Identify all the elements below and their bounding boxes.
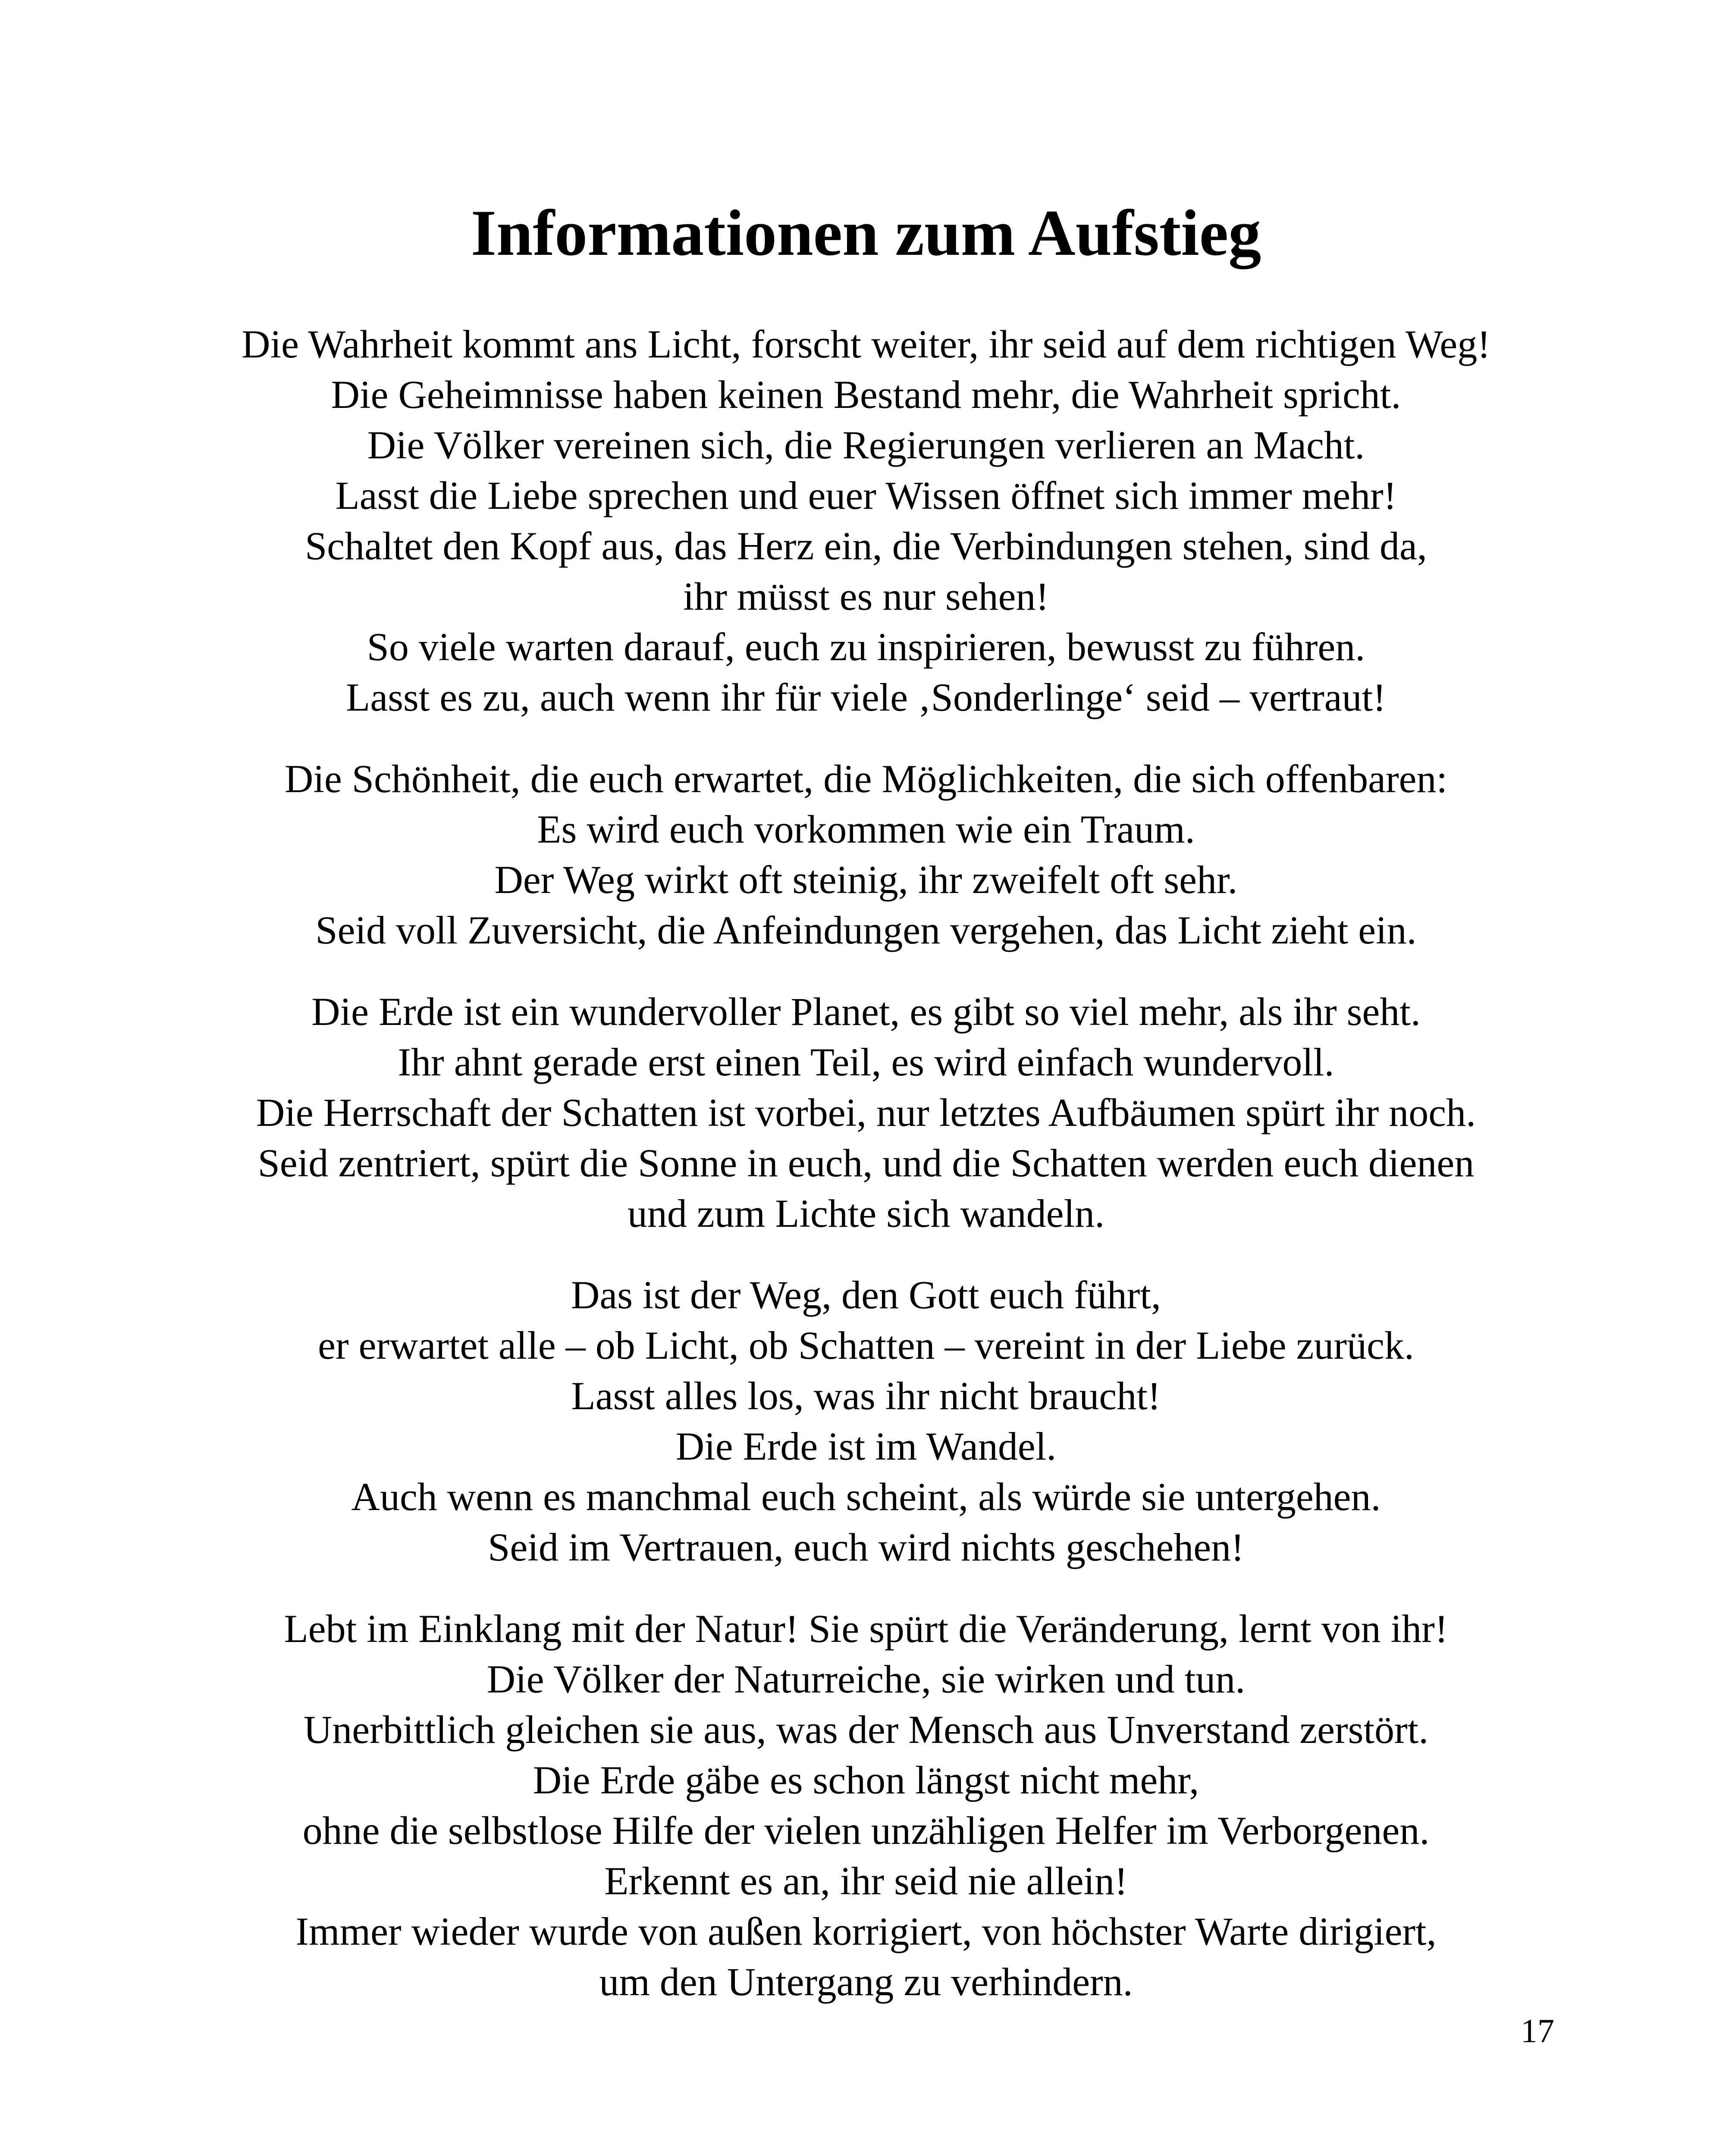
poem-line: Die Erde ist ein wundervoller Planet, es gibt so viel mehr, als ihr seht. [311,990,1421,1034]
poem-line: Lasst alles los, was ihr nicht braucht! [571,1374,1161,1418]
poem-line: Die Geheimnisse haben keinen Bestand mehr, die Wahrheit spricht. [331,373,1401,417]
poem-line: Die Herrschaft der Schatten ist vorbei, nur letztes Aufbäumen spürt ihr noch. [256,1091,1476,1134]
poem-body [0,319,1732,2038]
poem-line: Die Völker vereinen sich, die Regierungen verlieren an Macht. [367,423,1365,467]
poem-line: Seid im Vertrauen, euch wird nichts geschehen! [488,1525,1244,1569]
poem-line: Schaltet den Kopf aus, das Herz ein, die Verbindungen stehen, sind da, [305,524,1427,568]
poem-line: Die Schönheit, die euch erwartet, die Möglichkeiten, die sich offenbaren: [284,757,1448,801]
stanza [0,1604,1732,2007]
poem-line: Seid voll Zuversicht, die Anfeindungen vergehen, das Licht zieht ein. [315,908,1417,952]
poem-line: Die Völker der Naturreiche, sie wirken und tun. [486,1657,1246,1701]
poem-line: Immer wieder wurde von außen korrigiert, von höchster Warte dirigiert, [295,1909,1437,1953]
poem-line: Lasst die Liebe sprechen und euer Wissen öffnet sich immer mehr! [335,473,1397,517]
poem-line: Der Weg wirkt oft steinig, ihr zweifelt oft sehr. [494,858,1238,902]
poem-line: Auch wenn es manchmal euch scheint, als würde sie untergehen. [351,1475,1381,1519]
poem-line: Die Erde ist im Wandel. [675,1424,1057,1468]
page-number: 17 [1521,2012,1554,2049]
poem-line: So viele warten darauf, euch zu inspirieren, bewusst zu führen. [367,625,1365,669]
poem-line: Ihr ahnt gerade erst einen Teil, es wird einfach wundervoll. [398,1040,1334,1084]
stanza [0,987,1732,1239]
poem-line: Lasst es zu, auch wenn ihr für viele ‚Sonderlinge‘ seid – vertraut! [346,675,1386,719]
poem-line: Es wird euch vorkommen wie ein Traum. [537,807,1195,851]
stanza [0,1270,1732,1573]
poem-line: Seid zentriert, spürt die Sonne in euch, und die Schatten werden euch dienen [257,1141,1475,1185]
poem-line: Lebt im Einklang mit der Natur! Sie spürt die Veränderung, lernt von ihr! [284,1607,1448,1651]
poem-line: er erwartet alle – ob Licht, ob Schatten – vereint in der Liebe zurück. [318,1323,1414,1367]
poem-line: ohne die selbstlose Hilfe der vielen unzähligen Helfer im Verborgenen. [302,1808,1430,1852]
page-title: Informationen zum Aufstieg [471,197,1261,269]
poem-line: Die Wahrheit kommt ans Licht, forscht weiter, ihr seid auf dem richtigen Weg! [242,322,1490,366]
stanza [0,319,1732,723]
poem-line: Erkennt es an, ihr seid nie allein! [604,1859,1128,1903]
poem-line: Die Erde gäbe es schon längst nicht mehr, [533,1758,1199,1802]
poem-line: um den Untergang zu verhindern. [599,1960,1133,2004]
poem-line: ihr müsst es nur sehen! [683,574,1049,618]
stanza [0,754,1732,956]
poem-line: und zum Lichte sich wandeln. [627,1191,1105,1235]
poem-line: Das ist der Weg, den Gott euch führt, [571,1273,1161,1317]
poem-line: Unerbittlich gleichen sie aus, was der Mensch aus Unverstand zerstört. [303,1708,1429,1752]
